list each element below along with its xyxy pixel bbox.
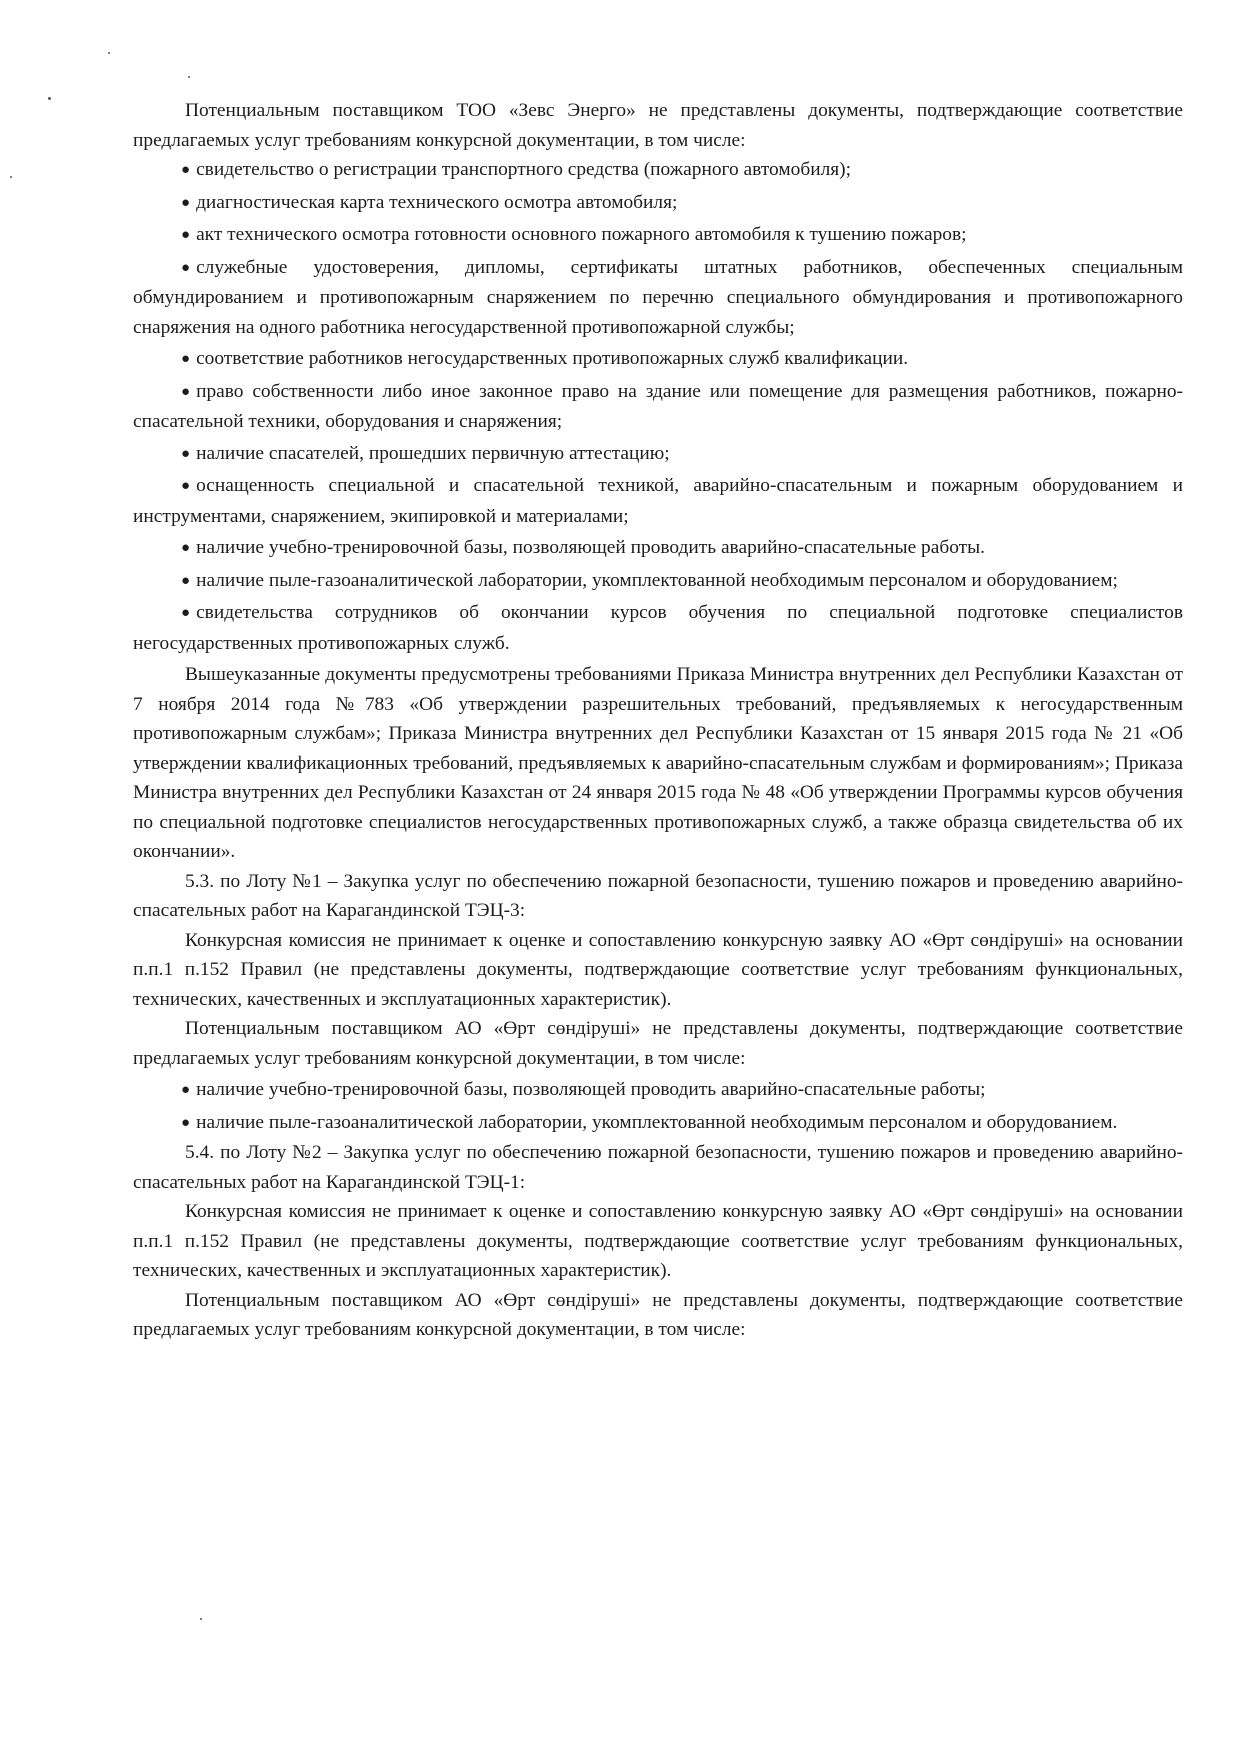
bullet-icon: ● <box>181 383 191 400</box>
bullet-item <box>133 1075 1183 1106</box>
bullet-text: акт технического осмотра готовности основного пожарного автомобиля к тушению пожаров; <box>196 224 967 245</box>
paragraph-zevs-intro: Потенциальным поставщиком ТОО «Зевс Энерго» не представлены документы, подтверждающие соответствие предлагаемых услуг требованиям конкурсной документации, в том числе: <box>133 100 1183 151</box>
bullet-icon: ● <box>181 351 191 367</box>
bullet-icon: ● <box>181 227 191 243</box>
bullet-icon: ● <box>181 1082 191 1098</box>
bullet-item <box>133 533 1183 564</box>
bullet-text: свидетельство о регистрации транспортного средства (пожарного автомобиля); <box>196 159 852 180</box>
scan-speck <box>188 76 190 78</box>
paragraph-lot-2-decision: Конкурсная комиссия не принимает к оценке и сопоставлению конкурсную заявку АО «Өрт сөндіруші» на основании п.п.1 п.152 Правил (не представлены документы, подтверждающие соответствие услуг требованиям функциональных, технических, качественных и эксплуатационных характеристик). <box>133 1201 1183 1281</box>
bullet-icon: ● <box>181 605 191 621</box>
bullet-item <box>133 253 1183 343</box>
bullet-item <box>133 1108 1183 1139</box>
bullet-text: наличие пыле-газоаналитической лаборатории, укомплектованной необходимым персоналом и оборудованием. <box>196 1111 1118 1133</box>
scan-speck <box>108 52 110 54</box>
bullet-icon: ● <box>181 1114 191 1131</box>
bullet-text: свидетельства сотрудников об окончании курсов обучения по специальной подготовке специалистов негосударственных противопожарных служб. <box>133 602 1183 654</box>
bullet-item <box>133 220 1183 251</box>
bullet-icon: ● <box>181 572 191 589</box>
bullet-text: наличие учебно-тренировочной базы, позволяющей проводить аварийно-спасательные работы; <box>196 1079 986 1100</box>
bullet-text: право собственности либо иное законное право на здание или помещение для размещения работников, пожарно-спасательной техники, оборудования и снаряжения; <box>133 380 1183 432</box>
bullet-item <box>133 471 1183 531</box>
scan-speck <box>200 1618 202 1620</box>
paragraph-legal-basis: Вышеуказанные документы предусмотрены требованиями Приказа Министра внутренних дел Республики Казахстан от 7 ноября 2014 года №783 «Об утверждении разрешительных требований, предъявляемых к негосударственным противопожарным службам»; Приказа Министра внутренних дел Республики Казахстан от 15 января 2015 года № 21 «Об утверждении квалификационных требований, предъявляемых к аварийно-спасательным службам и формированиям»; Приказа Министра внутренних дел Республики Казахстан от 24 января 2015 года № 48 «Об утверждении Программы курсов обучения по специальной подготовке специалистов негосударственных противопожарных служб, а также образца свидетельства об их окончании». <box>133 664 1183 862</box>
bullet-item <box>133 155 1183 186</box>
scan-speck <box>10 176 12 178</box>
bullet-icon: ● <box>181 478 191 494</box>
paragraph-lot-1-intro: Потенциальным поставщиком АО «Өрт сөндіруші» не представлены документы, подтверждающие соответствие предлагаемых услуг требованиям конкурсной документации, в том числе: <box>133 1018 1183 1069</box>
document-body <box>133 96 1183 1345</box>
paragraph-lot-2-intro: Потенциальным поставщиком АО «Өрт сөндіруші» не представлены документы, подтверждающие соответствие предлагаемых услуг требованиям конкурсной документации, в том числе: <box>133 1289 1183 1340</box>
bullet-icon: ● <box>181 445 191 462</box>
bullet-text: служебные удостоверения, дипломы, сертификаты штатных работников, обеспеченных специальным обмундированием и противопожарным снаряжением по перечню специального обмундирования и противопожарного снаряжения на одного работника негосударственной противопожарной службы; <box>133 256 1183 338</box>
bullet-item <box>133 344 1183 375</box>
scan-speck <box>48 97 51 100</box>
bullet-text: оснащенность специальной и спасательной техникой, аварийно-спасательным и пожарным оборудованием и инструментами, снаряжением, экипировкой и материалами; <box>133 475 1183 527</box>
bullet-item <box>133 598 1183 658</box>
bullet-text: соответствие работников негосударственных противопожарных служб квалификации. <box>196 348 909 369</box>
bullet-text: наличие пыле-газоаналитической лаборатории, укомплектованной необходимым персоналом и оборудованием; <box>196 569 1118 591</box>
bullet-icon: ● <box>181 259 191 276</box>
paragraph-lot-2-heading: 5.4. по Лоту №2 – Закупка услуг по обеспечению пожарной безопасности, тушению пожаров и проведению аварийно-спасательных работ на Карагандинской ТЭЦ-1: <box>133 1142 1183 1193</box>
bullet-item <box>133 377 1183 437</box>
bullet-item <box>133 439 1183 470</box>
bullet-item <box>133 566 1183 597</box>
bullet-text: диагностическая карта технического осмотра автомобиля; <box>196 191 678 213</box>
bullet-text: наличие спасателей, прошедших первичную аттестацию; <box>196 442 670 464</box>
bullet-icon: ● <box>181 194 191 211</box>
paragraph-lot-1-heading: 5.3. по Лоту №1 – Закупка услуг по обеспечению пожарной безопасности, тушению пожаров и проведению аварийно-спасательных работ на Карагандинской ТЭЦ-3: <box>133 870 1183 921</box>
bullet-icon: ● <box>181 540 191 556</box>
paragraph-lot-1-decision: Конкурсная комиссия не принимает к оценке и сопоставлению конкурсную заявку АО «Өрт сөндіруші» на основании п.п.1 п.152 Правил (не представлены документы, подтверждающие соответствие услуг требованиям функциональных, технических, качественных и эксплуатационных характеристик). <box>133 929 1183 1010</box>
bullet-icon: ● <box>181 162 191 178</box>
bullet-item <box>133 188 1183 219</box>
bullet-text: наличие учебно-тренировочной базы, позволяющей проводить аварийно-спасательные работы. <box>196 537 985 558</box>
